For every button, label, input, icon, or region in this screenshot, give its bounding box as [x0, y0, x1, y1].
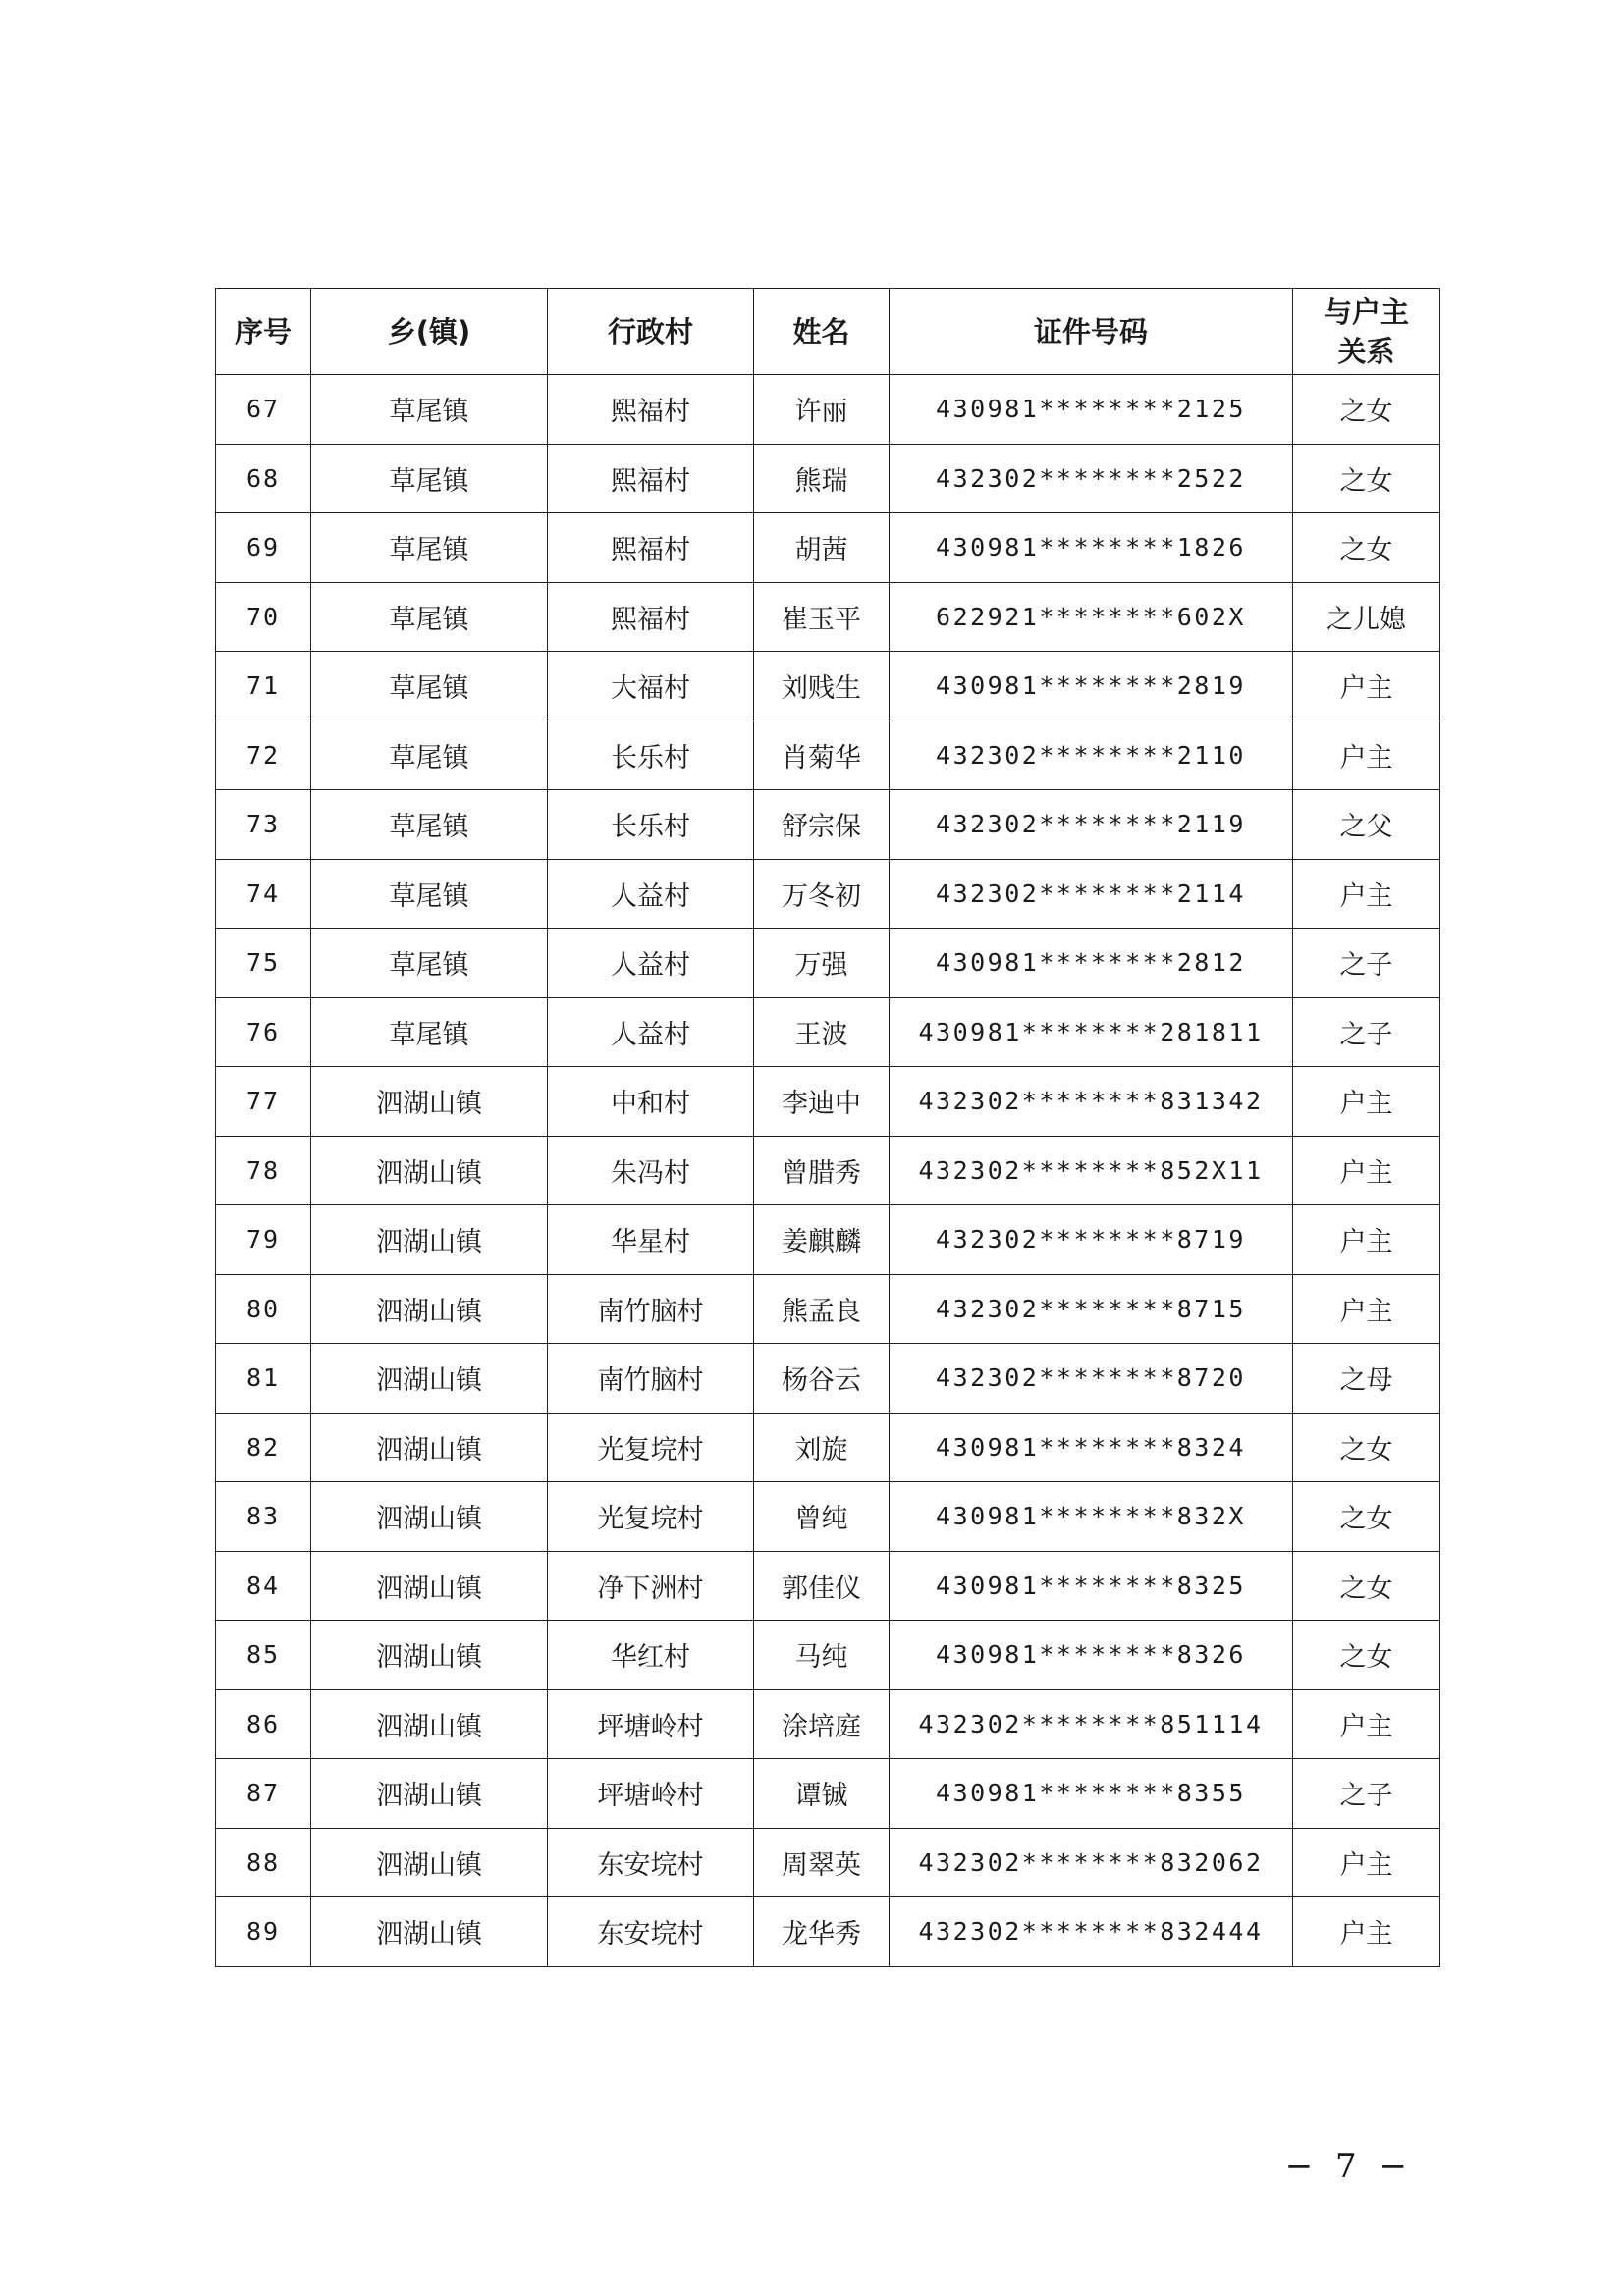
- cell-name: 万强: [754, 929, 890, 998]
- cell-relation: 户主: [1293, 1067, 1440, 1137]
- table-row: [216, 1136, 1440, 1205]
- cell-id-number: 432302********832444: [890, 1897, 1293, 1967]
- cell-id-number: 432302********2114: [890, 859, 1293, 929]
- cell-seq: 83: [216, 1482, 311, 1552]
- cell-relation: 之女: [1293, 375, 1440, 445]
- cell-id-number: 432302********8715: [890, 1274, 1293, 1344]
- cell-town: 草尾镇: [311, 652, 548, 721]
- header-relation: [1293, 289, 1440, 375]
- cell-village: 长乐村: [548, 721, 754, 790]
- cell-id-number: 430981********8325: [890, 1551, 1293, 1621]
- cell-village: 南竹脑村: [548, 1274, 754, 1344]
- cell-town: 泗湖山镇: [311, 1551, 548, 1621]
- table-row: [216, 375, 1440, 445]
- cell-seq: 87: [216, 1759, 311, 1829]
- cell-id-number: 430981********2125: [890, 375, 1293, 445]
- cell-id-number: 430981********8324: [890, 1413, 1293, 1482]
- cell-name: 姜麒麟: [754, 1205, 890, 1275]
- cell-village: 华星村: [548, 1205, 754, 1275]
- cell-name: 李迪中: [754, 1067, 890, 1137]
- cell-village: 长乐村: [548, 790, 754, 860]
- header-name: 姓名: [754, 289, 890, 375]
- cell-seq: 72: [216, 721, 311, 790]
- header-relation-line2: 关系: [1337, 334, 1395, 368]
- cell-town: 泗湖山镇: [311, 1344, 548, 1414]
- cell-name: 杨谷云: [754, 1344, 890, 1414]
- table-row: [216, 1067, 1440, 1137]
- table-row: [216, 1828, 1440, 1897]
- cell-id-number: 430981********832X: [890, 1482, 1293, 1552]
- cell-id-number: 432302********852X11: [890, 1136, 1293, 1205]
- cell-id-number: 430981********8326: [890, 1621, 1293, 1690]
- header-relation-line1: 与户主: [1323, 294, 1409, 329]
- cell-village: 东安垸村: [548, 1828, 754, 1897]
- cell-town: 草尾镇: [311, 859, 548, 929]
- cell-seq: 89: [216, 1897, 311, 1967]
- cell-village: 大福村: [548, 652, 754, 721]
- cell-town: 泗湖山镇: [311, 1482, 548, 1552]
- cell-seq: 74: [216, 859, 311, 929]
- header-village: 行政村: [548, 289, 754, 375]
- cell-village: 坪塘岭村: [548, 1759, 754, 1829]
- cell-id-number: 432302********831342: [890, 1067, 1293, 1137]
- cell-relation: 之儿媳: [1293, 582, 1440, 652]
- cell-village: 华红村: [548, 1621, 754, 1690]
- cell-id-number: 432302********832062: [890, 1828, 1293, 1897]
- cell-seq: 86: [216, 1689, 311, 1759]
- cell-name: 崔玉平: [754, 582, 890, 652]
- cell-village: 人益村: [548, 859, 754, 929]
- cell-relation: 户主: [1293, 1828, 1440, 1897]
- cell-seq: 82: [216, 1413, 311, 1482]
- cell-seq: 77: [216, 1067, 311, 1137]
- cell-town: 泗湖山镇: [311, 1413, 548, 1482]
- cell-village: 光复垸村: [548, 1413, 754, 1482]
- table-row: [216, 513, 1440, 583]
- cell-name: 肖菊华: [754, 721, 890, 790]
- cell-village: 净下洲村: [548, 1551, 754, 1621]
- cell-seq: 76: [216, 997, 311, 1067]
- cell-name: 胡茜: [754, 513, 890, 583]
- cell-seq: 68: [216, 444, 311, 513]
- cell-town: 泗湖山镇: [311, 1205, 548, 1275]
- cell-relation: 之女: [1293, 1621, 1440, 1690]
- table-row: [216, 1897, 1440, 1967]
- cell-relation: 之子: [1293, 929, 1440, 998]
- cell-seq: 84: [216, 1551, 311, 1621]
- cell-seq: 75: [216, 929, 311, 998]
- cell-name: 曾腊秀: [754, 1136, 890, 1205]
- table-body: [216, 375, 1440, 1967]
- table-row: [216, 1344, 1440, 1414]
- cell-town: 泗湖山镇: [311, 1067, 548, 1137]
- table-row: [216, 444, 1440, 513]
- cell-id-number: 430981********281811: [890, 997, 1293, 1067]
- table-row: [216, 1482, 1440, 1552]
- cell-id-number: 430981********1826: [890, 513, 1293, 583]
- table-row: [216, 582, 1440, 652]
- cell-town: 泗湖山镇: [311, 1689, 548, 1759]
- cell-id-number: 432302********8720: [890, 1344, 1293, 1414]
- cell-id-number: 432302********851114: [890, 1689, 1293, 1759]
- cell-seq: 88: [216, 1828, 311, 1897]
- cell-town: 草尾镇: [311, 444, 548, 513]
- cell-relation: 户主: [1293, 1689, 1440, 1759]
- cell-seq: 73: [216, 790, 311, 860]
- cell-name: 熊瑞: [754, 444, 890, 513]
- cell-id-number: 430981********8355: [890, 1759, 1293, 1829]
- cell-village: 人益村: [548, 929, 754, 998]
- table-row: [216, 859, 1440, 929]
- cell-town: 泗湖山镇: [311, 1828, 548, 1897]
- roster-table: [215, 288, 1440, 1967]
- cell-id-number: 622921********602X: [890, 582, 1293, 652]
- table-row: [216, 1413, 1440, 1482]
- cell-town: 草尾镇: [311, 582, 548, 652]
- cell-relation: 之子: [1293, 1759, 1440, 1829]
- cell-name: 郭佳仪: [754, 1551, 890, 1621]
- table-header: [216, 289, 1440, 375]
- cell-village: 东安垸村: [548, 1897, 754, 1967]
- cell-village: 熙福村: [548, 375, 754, 445]
- cell-relation: 之女: [1293, 1482, 1440, 1552]
- cell-name: 熊孟良: [754, 1274, 890, 1344]
- cell-town: 泗湖山镇: [311, 1136, 548, 1205]
- cell-name: 刘旋: [754, 1413, 890, 1482]
- cell-seq: 78: [216, 1136, 311, 1205]
- cell-relation: 户主: [1293, 1274, 1440, 1344]
- header-row: [216, 289, 1440, 375]
- cell-name: 万冬初: [754, 859, 890, 929]
- cell-town: 泗湖山镇: [311, 1759, 548, 1829]
- cell-village: 人益村: [548, 997, 754, 1067]
- page-number: − 7 −: [1284, 2147, 1413, 2186]
- table-row: [216, 652, 1440, 721]
- table-row: [216, 721, 1440, 790]
- table-row: [216, 1551, 1440, 1621]
- cell-town: 泗湖山镇: [311, 1274, 548, 1344]
- cell-name: 刘贱生: [754, 652, 890, 721]
- cell-id-number: 432302********2110: [890, 721, 1293, 790]
- cell-town: 草尾镇: [311, 375, 548, 445]
- cell-relation: 户主: [1293, 1205, 1440, 1275]
- cell-name: 龙华秀: [754, 1897, 890, 1967]
- cell-name: 涂培庭: [754, 1689, 890, 1759]
- cell-id-number: 430981********2812: [890, 929, 1293, 998]
- cell-relation: 户主: [1293, 721, 1440, 790]
- cell-name: 谭铖: [754, 1759, 890, 1829]
- cell-village: 光复垸村: [548, 1482, 754, 1552]
- cell-relation: 之母: [1293, 1344, 1440, 1414]
- cell-village: 熙福村: [548, 513, 754, 583]
- table-row: [216, 1621, 1440, 1690]
- cell-relation: 之女: [1293, 1551, 1440, 1621]
- cell-relation: 之女: [1293, 444, 1440, 513]
- header-seq: 序号: [216, 289, 311, 375]
- table-row: [216, 1274, 1440, 1344]
- cell-name: 曾纯: [754, 1482, 890, 1552]
- cell-village: 南竹脑村: [548, 1344, 754, 1414]
- cell-town: 泗湖山镇: [311, 1897, 548, 1967]
- table-row: [216, 1689, 1440, 1759]
- header-town: 乡(镇): [311, 289, 548, 375]
- cell-name: 周翠英: [754, 1828, 890, 1897]
- cell-relation: 户主: [1293, 1897, 1440, 1967]
- cell-town: 草尾镇: [311, 513, 548, 583]
- cell-name: 王波: [754, 997, 890, 1067]
- cell-relation: 之女: [1293, 1413, 1440, 1482]
- cell-town: 草尾镇: [311, 929, 548, 998]
- cell-relation: 户主: [1293, 859, 1440, 929]
- cell-id-number: 432302********8719: [890, 1205, 1293, 1275]
- cell-village: 熙福村: [548, 582, 754, 652]
- table-row: [216, 997, 1440, 1067]
- cell-seq: 67: [216, 375, 311, 445]
- cell-relation: 之子: [1293, 997, 1440, 1067]
- cell-seq: 85: [216, 1621, 311, 1690]
- table-row: [216, 1205, 1440, 1275]
- cell-village: 中和村: [548, 1067, 754, 1137]
- header-id-number: 证件号码: [890, 289, 1293, 375]
- cell-id-number: 432302********2119: [890, 790, 1293, 860]
- cell-seq: 69: [216, 513, 311, 583]
- cell-town: 泗湖山镇: [311, 1621, 548, 1690]
- cell-name: 马纯: [754, 1621, 890, 1690]
- cell-relation: 户主: [1293, 652, 1440, 721]
- cell-relation: 户主: [1293, 1136, 1440, 1205]
- cell-seq: 79: [216, 1205, 311, 1275]
- cell-village: 熙福村: [548, 444, 754, 513]
- cell-name: 舒宗保: [754, 790, 890, 860]
- table-row: [216, 929, 1440, 998]
- cell-town: 草尾镇: [311, 790, 548, 860]
- cell-village: 朱冯村: [548, 1136, 754, 1205]
- cell-town: 草尾镇: [311, 997, 548, 1067]
- cell-id-number: 430981********2819: [890, 652, 1293, 721]
- cell-seq: 81: [216, 1344, 311, 1414]
- cell-seq: 80: [216, 1274, 311, 1344]
- cell-name: 许丽: [754, 375, 890, 445]
- cell-id-number: 432302********2522: [890, 444, 1293, 513]
- cell-seq: 71: [216, 652, 311, 721]
- cell-town: 草尾镇: [311, 721, 548, 790]
- cell-relation: 之女: [1293, 513, 1440, 583]
- cell-village: 坪塘岭村: [548, 1689, 754, 1759]
- table-row: [216, 790, 1440, 860]
- cell-seq: 70: [216, 582, 311, 652]
- cell-relation: 之父: [1293, 790, 1440, 860]
- table-row: [216, 1759, 1440, 1829]
